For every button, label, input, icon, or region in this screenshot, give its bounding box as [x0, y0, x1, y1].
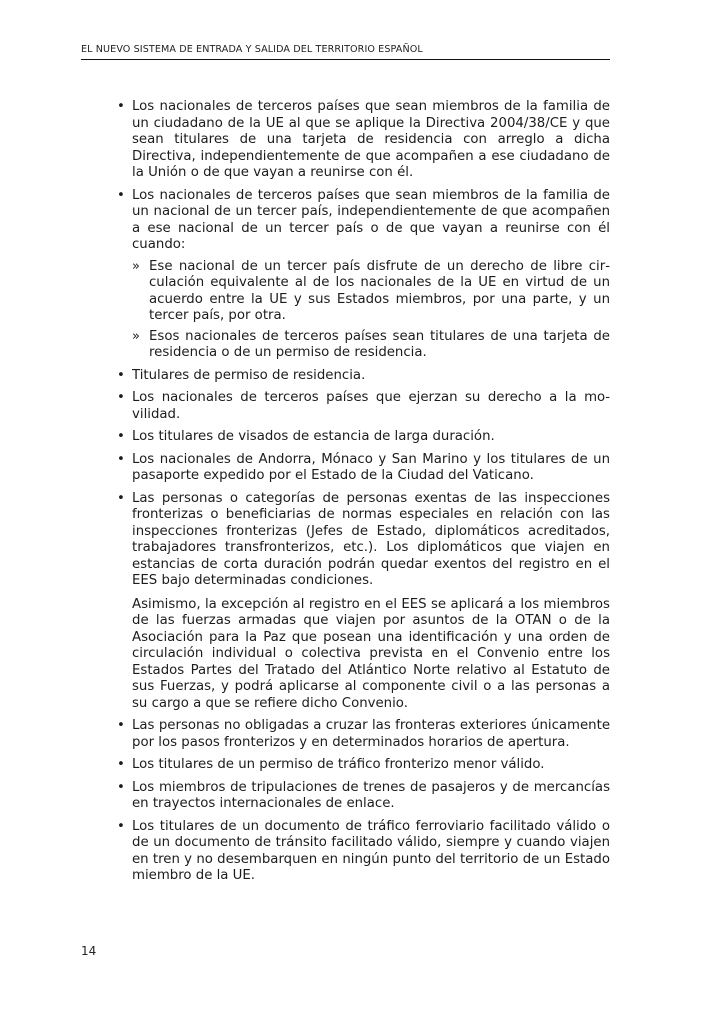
bullet-marker: • [117, 779, 125, 795]
list-item-paragraph: Asimismo, la excepción al registro en el EES se aplicará a los miembros de las fuerzas armadas que viajen por asuntos de la OTAN o de la Asociación para la Paz que posean una identificación y una orden de circulación individual o colectiva prevista en el Convenio entre los Estados Partes del Tratado del Atlántico Norte relativo al Estatuto de sus Fuerzas, y podrá aplicarse al componente civil o a las personas a su cargo a que se refiere dicho Convenio. [132, 596, 610, 711]
sub-list [132, 259, 610, 362]
bullet-marker: • [117, 718, 125, 733]
list-item [117, 718, 610, 751]
sub-list-item-text: Esos nacionales de terceros países sean titulares de una tarjeta de residencia o de un permiso de residencia. [149, 328, 610, 360]
list-item [117, 491, 610, 713]
list-item-paragraph: Los nacionales de terceros países que ejerzan su derecho a la movilidad. [132, 390, 610, 422]
bullet-marker: • [117, 818, 125, 834]
running-header: EL NUEVO SISTEMA DE ENTRADA Y SALIDA DEL TERRITORIO ESPAÑOL [81, 44, 610, 60]
page-number: 14 [81, 944, 97, 958]
list-item [117, 99, 610, 182]
sub-bullet-marker: » [132, 258, 140, 274]
list-item [117, 452, 610, 485]
sub-list-item [132, 259, 610, 325]
bullet-marker: • [117, 187, 125, 203]
list-item-paragraph: Los miembros de tripulaciones de trenes de pasajeros y de mercancías en trayectos internacionales de enlace. [132, 779, 610, 811]
list-item [117, 188, 610, 362]
list-item-paragraph: Los nacionales de terceros países que sean miembros de la familia de un nacional de un tercer país, independientemente de que acompañen a ese nacional de un tercer país o de que vayan a reunirse con él cuando: [132, 187, 610, 252]
sub-list-item-text: Ese nacional de un tercer país disfrute de un derecho de libre circulación equivalente al de los nacionales de la UE en virtud de un acuerdo entre la UE y sus Estados miembros, por una parte, y un tercer país, por otra. [149, 258, 610, 323]
list-item-paragraph: Los titulares de un permiso de tráfico fronterizo menor válido. [132, 757, 545, 772]
list-item-paragraph: Los nacionales de Andorra, Mónaco y San Marino y los titulares de un pasaporte expedido por el Estado de la Ciudad del Vaticano. [132, 451, 610, 483]
bullet-marker: • [117, 757, 125, 772]
sub-list-item [132, 329, 610, 362]
bullet-list [117, 99, 610, 891]
list-item-paragraph: Los titulares de visados de estancia de larga duración. [132, 429, 495, 444]
bullet-marker: • [117, 451, 125, 467]
list-item [117, 390, 610, 423]
list-item-paragraph: Titulares de permiso de residencia. [132, 367, 366, 383]
bullet-marker: • [117, 390, 125, 405]
list-item [117, 757, 610, 774]
list-item-paragraph: Las personas o categorías de personas exentas de las inspecciones fronterizas o beneficiarias de normas especiales en relación con las inspecciones fronterizas (Jefes de Estado, diplomáticos acreditados, trabajadores transfronterizos, etc.). Los diplomáticos que viajen en estancias de corta duración podrán quedar exentos del registro en el EES bajo determinadas condiciones. [132, 490, 610, 588]
list-item-paragraph: Los titulares de un documento de tráfico ferroviario facilitado válido o de un documento de tránsito facilitado válido, siempre y cuando viajen en tren y no desembarquen en ningún punto del territorio de un Estado miembro de la UE. [132, 818, 610, 883]
list-item [117, 780, 610, 813]
bullet-marker: • [117, 99, 125, 114]
list-item-paragraph: Las personas no obligadas a cruzar las fronteras exteriores únicamente por los pasos fronterizos y en determinados horarios de apertura. [132, 718, 610, 750]
list-item-paragraph: Los nacionales de terceros países que sean miembros de la familia de un ciudadano de la UE al que se aplique la Directiva 2004/38/CE y que sean titulares de una tarjeta de residencia con arreglo a dicha Directiva, independientemente de que acompañen a ese ciudadano de la Unión o de que vayan a reunirse con él. [132, 99, 610, 180]
bullet-marker: • [117, 490, 125, 506]
bullet-marker: • [117, 367, 125, 383]
bullet-marker: • [117, 429, 125, 444]
list-item [117, 429, 610, 446]
sub-bullet-marker: » [132, 328, 140, 344]
list-item [117, 368, 610, 385]
list-item [117, 819, 610, 885]
